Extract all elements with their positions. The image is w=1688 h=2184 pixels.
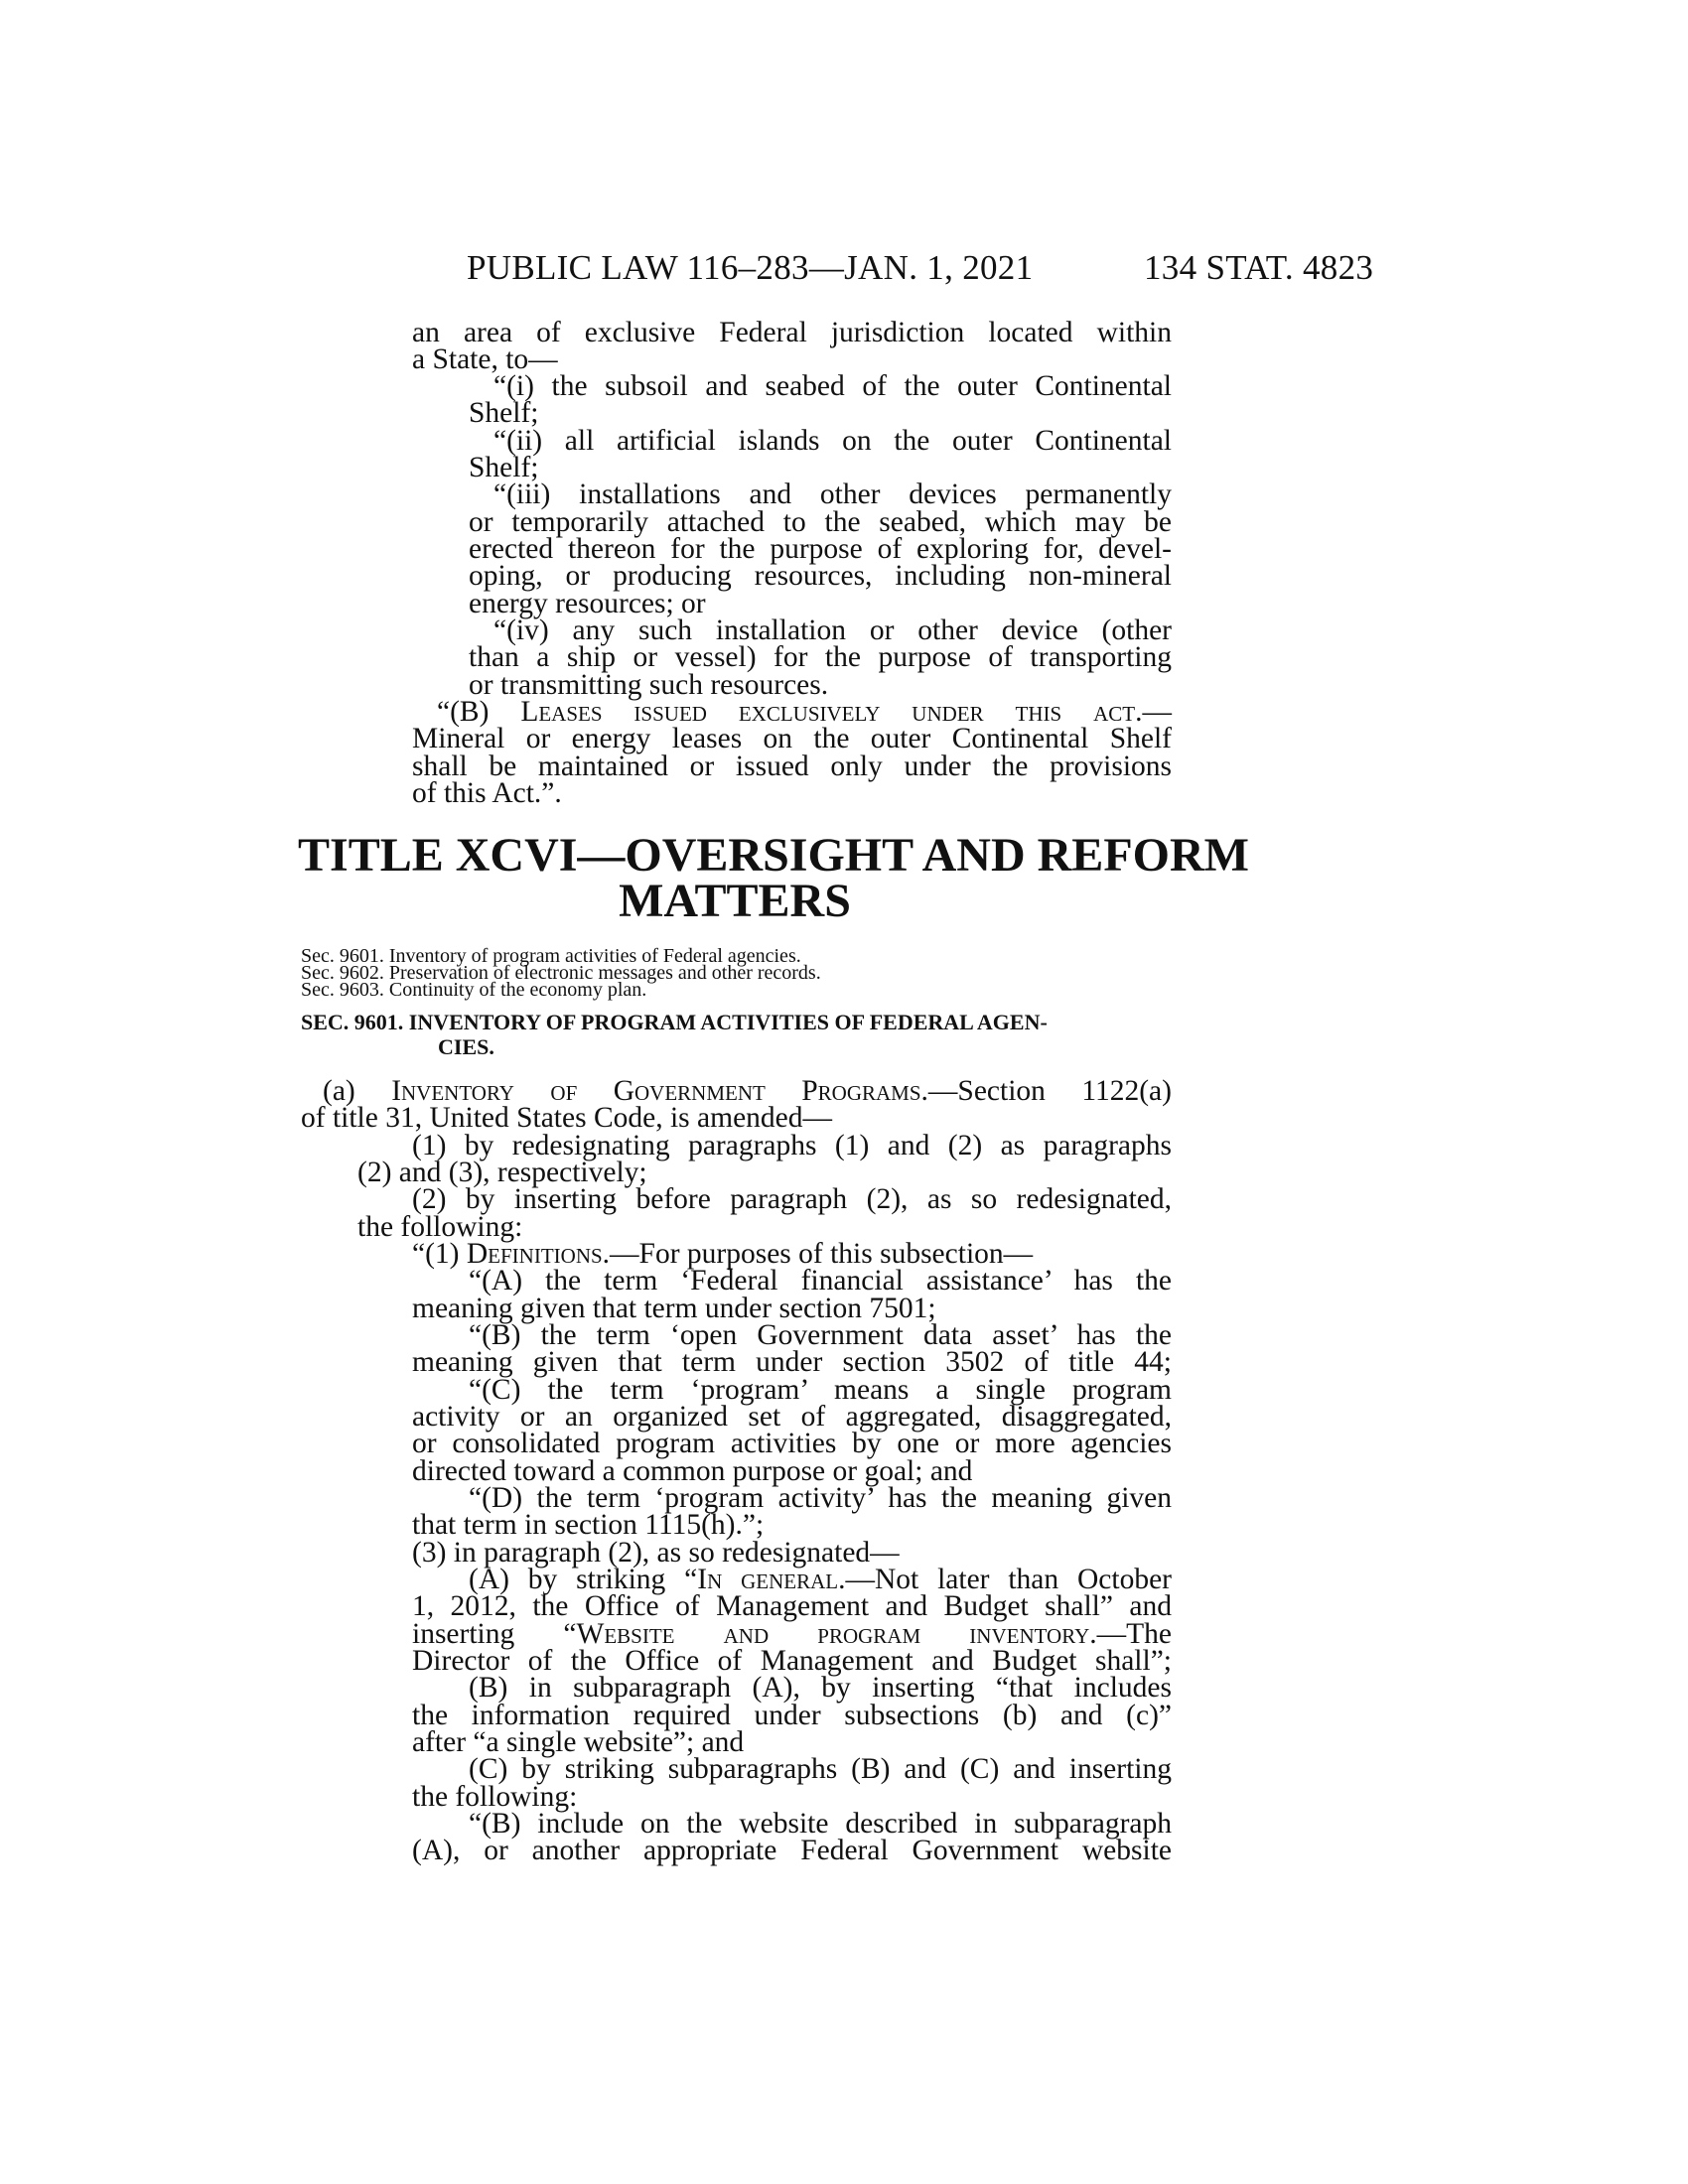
text-line: of this Act.”. [412, 777, 562, 809]
text-line: (A), or another appropriate Federal Government website [412, 1835, 1172, 1866]
text-span: —For purposes of this subsection— [610, 1238, 1034, 1270]
text-line: or temporarily attached to the seabed, which may be [469, 506, 1172, 538]
text-span: — [1142, 696, 1172, 728]
text-span: —Section 1122(a) [927, 1075, 1172, 1107]
text-line: energy resources; or [469, 588, 706, 619]
section-heading: SEC. 9601. INVENTORY OF PROGRAM ACTIVITIES OF FEDERAL AGEN- [301, 1010, 1048, 1034]
text-line: “(C) the term ‘program’ means a single program [469, 1374, 1172, 1406]
text-line: an area of exclusive Federal jurisdiction located within [412, 317, 1172, 348]
text-line: the information required under subsections (b) and (c)” [412, 1700, 1172, 1731]
text-line: erected thereon for the purpose of exploring for, devel- [469, 533, 1172, 565]
text-line: of title 31, United States Code, is amended— [301, 1102, 833, 1134]
text-line: than a ship or vessel) for the purpose of transporting [469, 641, 1172, 673]
text-span: inserting “ [412, 1618, 577, 1650]
definitions-line [412, 1240, 1033, 1268]
title-heading: MATTERS [619, 875, 851, 927]
text-line: meaning given that term under section 7501; [412, 1293, 936, 1324]
text-line: that term in section 1115(h).”; [412, 1509, 765, 1541]
text-line: meaning given that term under section 3502 of title 44; [412, 1346, 1172, 1378]
text-line: “(ii) all artificial islands on the outer Continental [493, 425, 1172, 457]
inserting-line [412, 1620, 1172, 1648]
text-line: activity or an organized set of aggregated, disaggregated, [412, 1401, 1172, 1433]
text-line: (C) by striking subparagraphs (B) and (C) and inserting [469, 1753, 1172, 1785]
running-head-page: 134 STAT. 4823 [1144, 248, 1374, 287]
text-line: “(D) the term ‘program activity’ has the meaning given [469, 1482, 1172, 1514]
text-line: “(i) the subsoil and seabed of the outer Continental [493, 370, 1172, 402]
text-line: (B) in subparagraph (A), by inserting “that includes [469, 1672, 1172, 1704]
text-line: the following: [412, 1781, 578, 1813]
text-span: (A) by striking “ [469, 1564, 698, 1595]
text-span: “(1) [412, 1238, 467, 1270]
text-line: (2) by inserting before paragraph (2), as so redesignated, [412, 1183, 1172, 1215]
text-line: “(B) include on the website described in subparagraph [469, 1808, 1172, 1840]
text-span: “(B) [437, 696, 521, 728]
text-line: “(A) the term ‘Federal financial assistance’ has the [469, 1265, 1172, 1297]
running-head-title: PUBLIC LAW 116–283—JAN. 1, 2021 [467, 248, 1034, 287]
text-line: “(B) the term ‘open Government data asset’ has the [469, 1319, 1172, 1351]
quoted-heading: In general. [697, 1564, 846, 1595]
toc-entry: Sec. 9603. Continuity of the economy plan. [301, 979, 647, 1001]
subparagraph-heading: Leases issued exclusively under this act. [520, 696, 1143, 728]
text-line: shall be maintained or issued only under the provisions [412, 751, 1172, 782]
text-line: a State, to— [412, 343, 558, 375]
subparagraph-b-heading-line [437, 698, 1172, 726]
section-heading: CIES. [438, 1034, 494, 1059]
title-heading: TITLE XCVI—OVERSIGHT AND REFORM [298, 829, 1249, 882]
text-span: —Not later than October [845, 1564, 1173, 1595]
text-span: —The [1096, 1618, 1172, 1650]
toc-entry: Sec. 9601. Inventory of program activities of Federal agencies. [301, 945, 801, 967]
subsection-a-line [323, 1077, 1172, 1105]
text-line: (3) in paragraph (2), as so redesignated— [412, 1537, 900, 1569]
text-line: (2) and (3), respectively; [357, 1157, 647, 1188]
text-line: (1) by redesignating paragraphs (1) and (2) as paragraphs [412, 1130, 1172, 1161]
quoted-heading: Website and program inventory. [576, 1618, 1097, 1650]
text-line: Mineral or energy leases on the outer Continental Shelf [412, 723, 1172, 754]
text-line: or transmitting such resources. [469, 669, 829, 701]
text-line: Director of the Office of Management and Budget shall”; [412, 1645, 1172, 1677]
text-line: “(iv) any such installation or other device (other [493, 614, 1172, 646]
text-line: after “a single website”; and [412, 1726, 745, 1758]
text-line: Shelf; [469, 452, 539, 483]
text-line: directed toward a common purpose or goal; and [412, 1455, 973, 1487]
subsection-heading: Inventory of Government Programs. [391, 1075, 928, 1107]
text-line: oping, or producing resources, including non-mineral [469, 560, 1172, 592]
text-span: (a) [323, 1075, 392, 1107]
text-line: 1, 2012, the Office of Management and Budget shall” and [412, 1590, 1172, 1622]
paragraph-heading: Definitions. [466, 1238, 611, 1270]
text-line: Shelf; [469, 397, 539, 429]
text-line: or consolidated program activities by one or more agencies [412, 1428, 1172, 1459]
text-line: “(iii) installations and other devices permanently [493, 478, 1172, 510]
striking-line [469, 1566, 1172, 1593]
toc-entry: Sec. 9602. Preservation of electronic messages and other records. [301, 962, 821, 984]
text-line: the following: [357, 1211, 523, 1243]
